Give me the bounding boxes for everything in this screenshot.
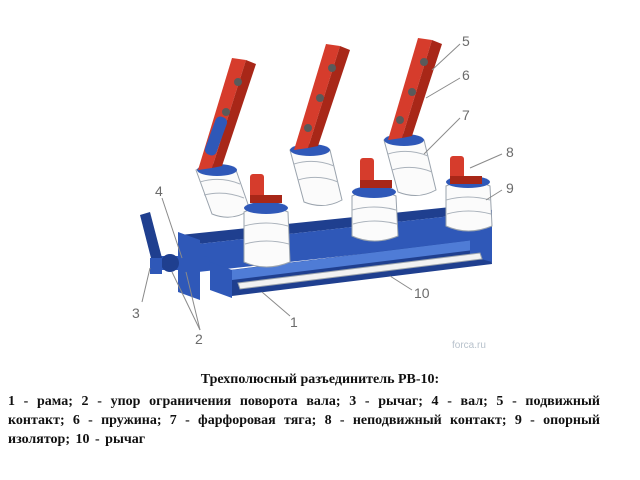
callout-1: 1 <box>290 314 298 330</box>
callout-7: 7 <box>462 107 470 123</box>
callout-8: 8 <box>506 144 514 160</box>
callout-9: 9 <box>506 180 514 196</box>
callout-5: 5 <box>462 33 470 49</box>
caption-legend: 1 - рама; 2 - упор ограничения поворота вала; 3 - рычаг; 4 - вал; 5 - подвижный контакт; 6 - пружина; 7 - фарфоровая тяга; 8 - неподвижный контакт; 9 - опорный изолятор; 10 - рычаг <box>8 394 600 447</box>
caption-title: Трехполюсный разъединитель РВ-10: <box>200 372 440 387</box>
callout-10: 10 <box>414 285 430 301</box>
callout-4: 4 <box>155 183 163 199</box>
callout-2: 2 <box>195 331 203 347</box>
callout-6: 6 <box>462 67 470 83</box>
pole-3 <box>384 38 492 231</box>
callout-3: 3 <box>132 305 140 321</box>
pole-2 <box>290 44 398 241</box>
watermark: forca.ru <box>452 340 486 351</box>
frame <box>178 204 492 300</box>
